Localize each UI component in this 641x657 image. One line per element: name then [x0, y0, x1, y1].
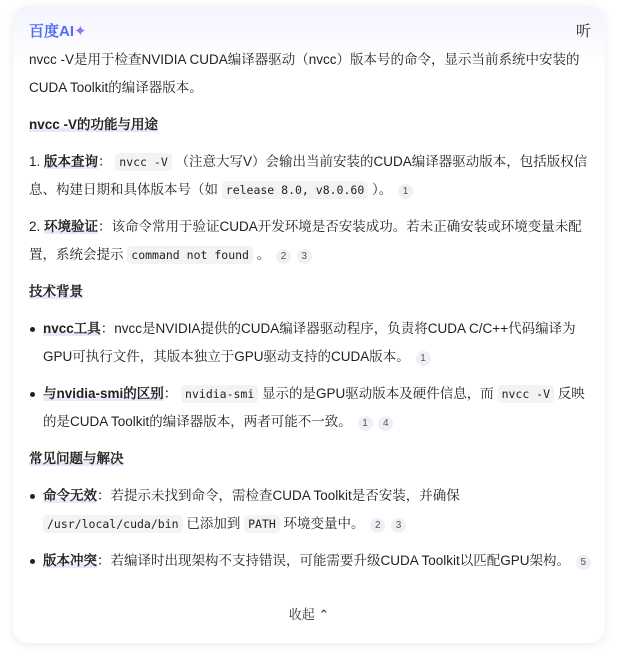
baidu-ai-logo: 百度AI✦ — [29, 23, 87, 40]
citation-ref[interactable]: 1 — [398, 184, 413, 199]
citation-ref[interactable]: 2 — [370, 518, 385, 533]
answer-card — [13, 6, 605, 643]
citation-ref[interactable]: 5 — [576, 555, 591, 570]
list-item: 2. 环境验证：该命令常用于验证CUDA开发环境是否安装成功。若未正确安装或环境变量未配置，系统会提示 command not found 。 2 3 — [29, 219, 582, 262]
listen-button[interactable]: 听 — [575, 23, 591, 40]
list-item: 版本冲突：若编译时出现架构不支持错误，可能需要升级CUDA Toolkit以匹配GPU架构。 5 — [29, 547, 591, 575]
list-item: 命令无效：若提示未找到命令，需检查CUDA Toolkit是否安装，并确保 /usr/local/cuda/bin 已添加到 PATH 环境变量中。 2 3 — [29, 482, 591, 538]
section-title: 常见问题与解决 — [29, 451, 124, 466]
intro-text: nvcc -V是用于检查NVIDIA CUDA编译器驱动（nvcc）版本号的命令，显示当前系统中安装的CUDA Toolkit的编译器版本。 — [29, 52, 580, 95]
section-title: nvcc -V的功能与用途 — [29, 117, 159, 132]
section-title: 技术背景 — [29, 284, 83, 299]
list-item: 与nvidia-smi的区别： nvidia-smi 显示的是GPU驱动版本及硬件信息，而 nvcc -V 反映的是CUDA Toolkit的编译器版本，两者可能不一致。 1 4 — [29, 380, 591, 436]
citation-ref[interactable]: 3 — [297, 249, 312, 264]
citation-ref[interactable]: 1 — [416, 351, 431, 366]
list-item: 1. 版本查询： nvcc -V （注意大写V）会输出当前安装的CUDA编译器驱动版本，包括版权信息、构建日期和具体版本号（如 release 8.0, v8.0.60 ）。 1 — [29, 154, 588, 197]
citation-ref[interactable]: 2 — [276, 249, 291, 264]
list-item: nvcc工具：nvcc是NVIDIA提供的CUDA编译器驱动程序，负责将CUDA C/C++代码编译为GPU可执行文件，其版本独立于GPU驱动支持的CUDA版本。 1 — [29, 315, 591, 371]
citation-ref[interactable]: 1 — [358, 416, 373, 431]
collapse-button[interactable]: 收起 ⌃ — [288, 607, 330, 622]
sparkle-icon: ✦ — [74, 23, 87, 40]
citation-ref[interactable]: 3 — [391, 518, 406, 533]
citation-ref[interactable]: 4 — [378, 416, 393, 431]
